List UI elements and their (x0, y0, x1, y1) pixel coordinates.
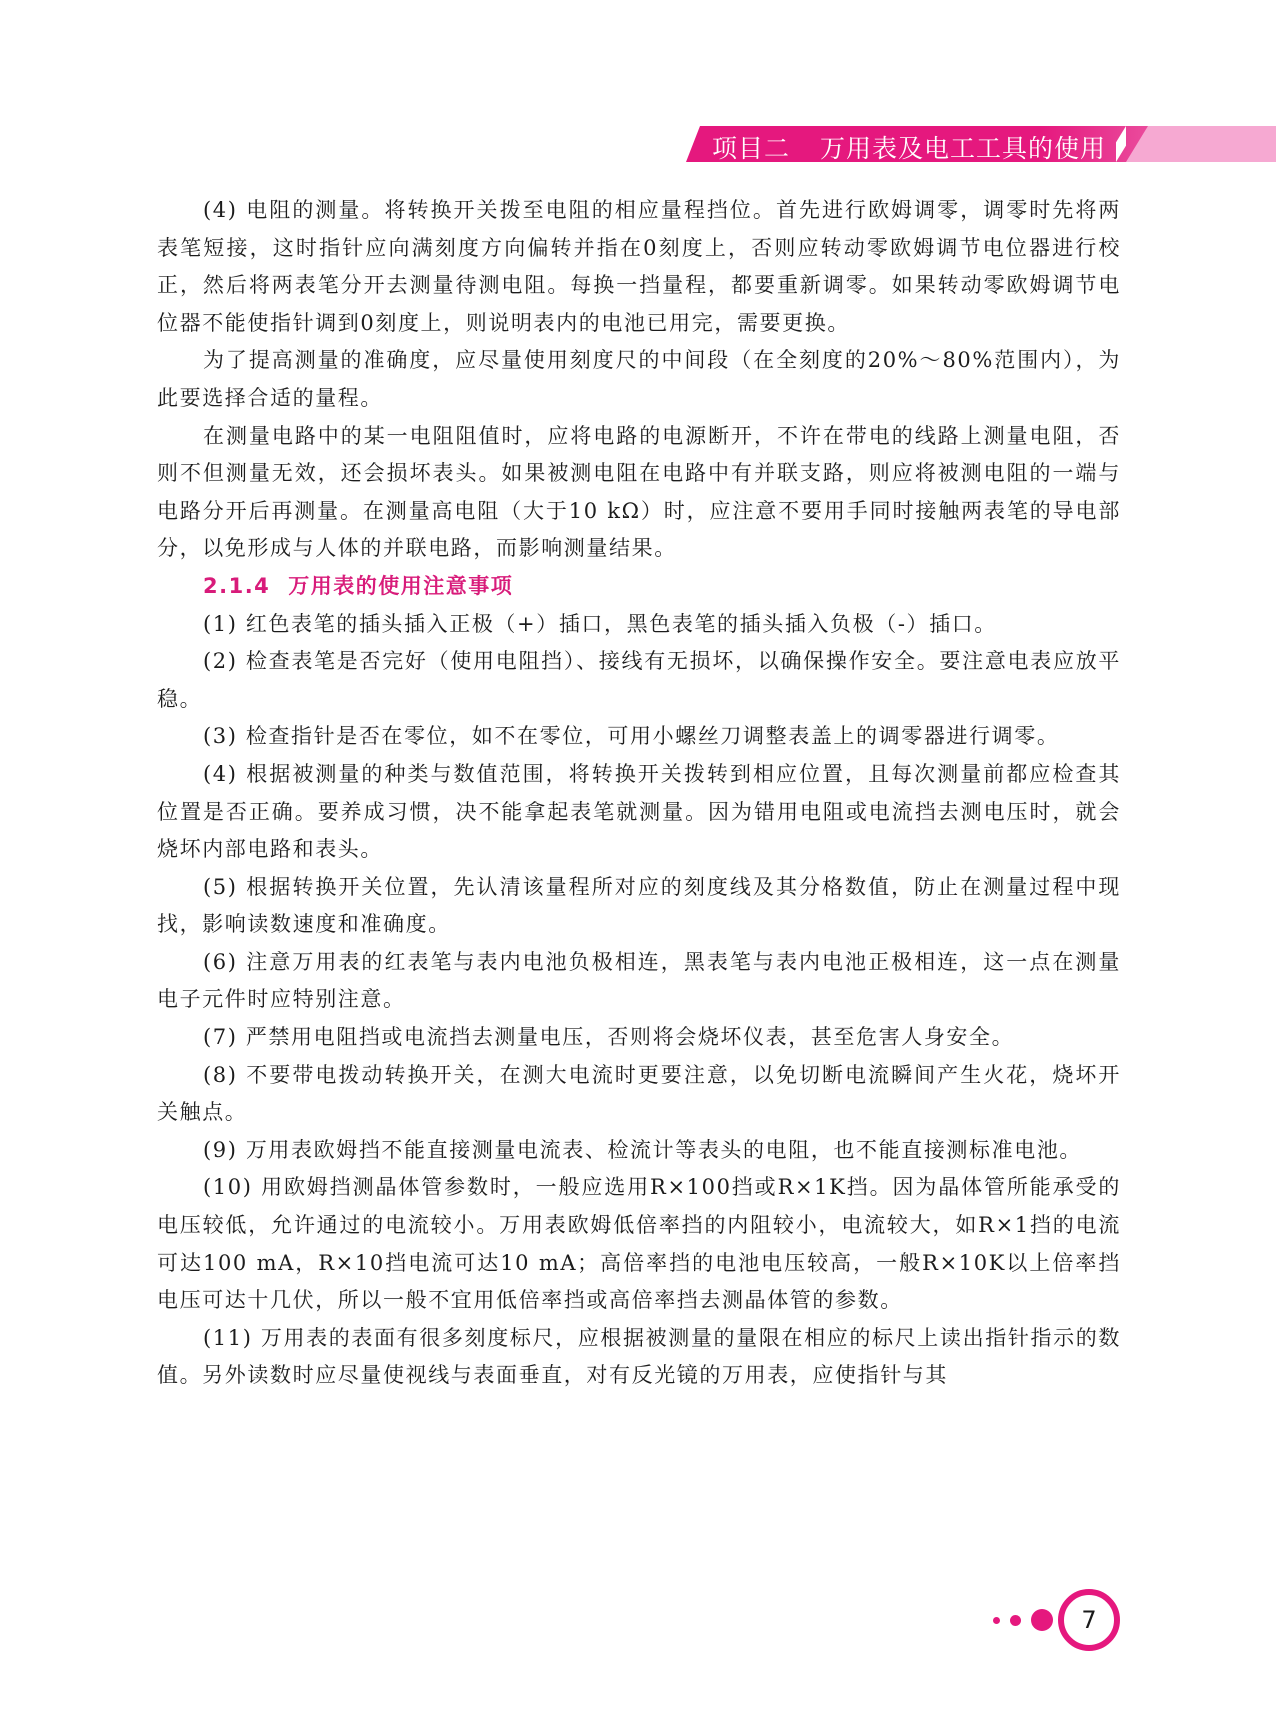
list-item: (4) 根据被测量的种类与数值范围，将转换开关拨转到相应位置，且每次测量前都应检查其位置是否正确。要养成习惯，决不能拿起表笔就测量。因为错用电阻或电流挡去测电压时，就会烧坏内部电路和表头。 (157, 761, 1121, 862)
section-number: 2.1.4 (203, 573, 271, 598)
header-stripe (1126, 126, 1276, 162)
footer-dot-small-icon (993, 1617, 1000, 1624)
header-title (712, 129, 1106, 165)
section-title: 万用表的使用注意事项 (288, 573, 514, 598)
header-project: 项目二 (712, 134, 791, 163)
page-number: 7 (1081, 1606, 1097, 1634)
paragraph: 为了提高测量的准确度，应尽量使用刻度尺的中间段（在全刻度的20%～80%范围内），为此要选择合适的量程。 (157, 348, 1121, 410)
list-item: (7) 严禁用电阻挡或电流挡去测量电压，否则将会烧坏仪表，甚至危害人身安全。 (203, 1025, 1015, 1050)
list-item: (9) 万用表欧姆挡不能直接测量电流表、检流计等表头的电阻，也不能直接测标准电池。 (203, 1137, 1083, 1162)
section-heading (157, 568, 1121, 606)
paragraph: (4) 电阻的测量。将转换开关拨至电阻的相应量程挡位。首先进行欧姆调零，调零时先将两表笔短接，这时指针应向满刻度方向偏转并指在0刻度上，否则应转动零欧姆调节电位器进行校正，然后将两表笔分开去测量待测电阻。每换一挡量程，都要重新调零。如果转动零欧姆调节电位器不能使指针调到0刻度上，则说明表内的电池已用完，需要更换。 (157, 198, 1121, 335)
header-chapter-title: 万用表及电工工具的使用 (820, 134, 1107, 163)
page-content (157, 192, 1121, 1395)
list-item: (3) 检查指针是否在零位，如不在零位，可用小螺丝刀调整表盖上的调零器进行调零。 (203, 724, 1060, 749)
page-number-ring (1058, 1589, 1120, 1651)
list-item: (6) 注意万用表的红表笔与表内电池负极相连，黑表笔与表内电池正极相连，这一点在测量电子元件时应特别注意。 (157, 949, 1121, 1012)
page-footer (990, 1589, 1130, 1649)
list-item: (11) 万用表的表面有很多刻度标尺，应根据被测量的量限在相应的标尺上读出指针指示的数值。另外读数时应尽量使视线与表面垂直，对有反光镜的万用表，应使指针与其 (157, 1325, 1121, 1388)
chapter-header-banner (0, 126, 1276, 162)
list-item: (10) 用欧姆挡测晶体管参数时，一般应选用R×100挡或R×1K挡。因为晶体管所能承受的电压较低，允许通过的电流较小。万用表欧姆低倍率挡的内阻较小，电流较大，如R×1挡的电流可达100 mA，R×10挡电流可达10 mA；高倍率挡的电池电压较高，一般R×10K以上倍率挡电压可达十几伏，所以一般不宜用低倍率挡或高倍率挡去测晶体管的参数。 (157, 1175, 1121, 1313)
footer-dot-large-icon (1031, 1609, 1053, 1631)
list-item: (1) 红色表笔的插头插入正极（+）插口，黑色表笔的插头插入负极（-）插口。 (203, 611, 997, 636)
paragraph: 在测量电路中的某一电阻阻值时，应将电路的电源断开，不许在带电的线路上测量电阻，否则不但测量无效，还会损坏表头。如果被测电阻在电路中有并联支路，则应将被测电阻的一端与电路分开后再测量。在测量高电阻（大于10 kΩ）时，应注意不要用手同时接触两表笔的导电部分，以免形成与人体的并联电路，而影响测量结果。 (157, 423, 1121, 561)
footer-dot-medium-icon (1010, 1615, 1021, 1626)
list-item: (5) 根据转换开关位置，先认清该量程所对应的刻度线及其分格数值，防止在测量过程中现找，影响读数速度和准确度。 (157, 874, 1121, 937)
list-item: (8) 不要带电拨动转换开关，在测大电流时更要注意，以免切断电流瞬间产生火花，烧坏开关触点。 (157, 1062, 1121, 1125)
list-item: (2) 检查表笔是否完好（使用电阻挡）、接线有无损坏，以确保操作安全。要注意电表应放平稳。 (157, 649, 1121, 711)
